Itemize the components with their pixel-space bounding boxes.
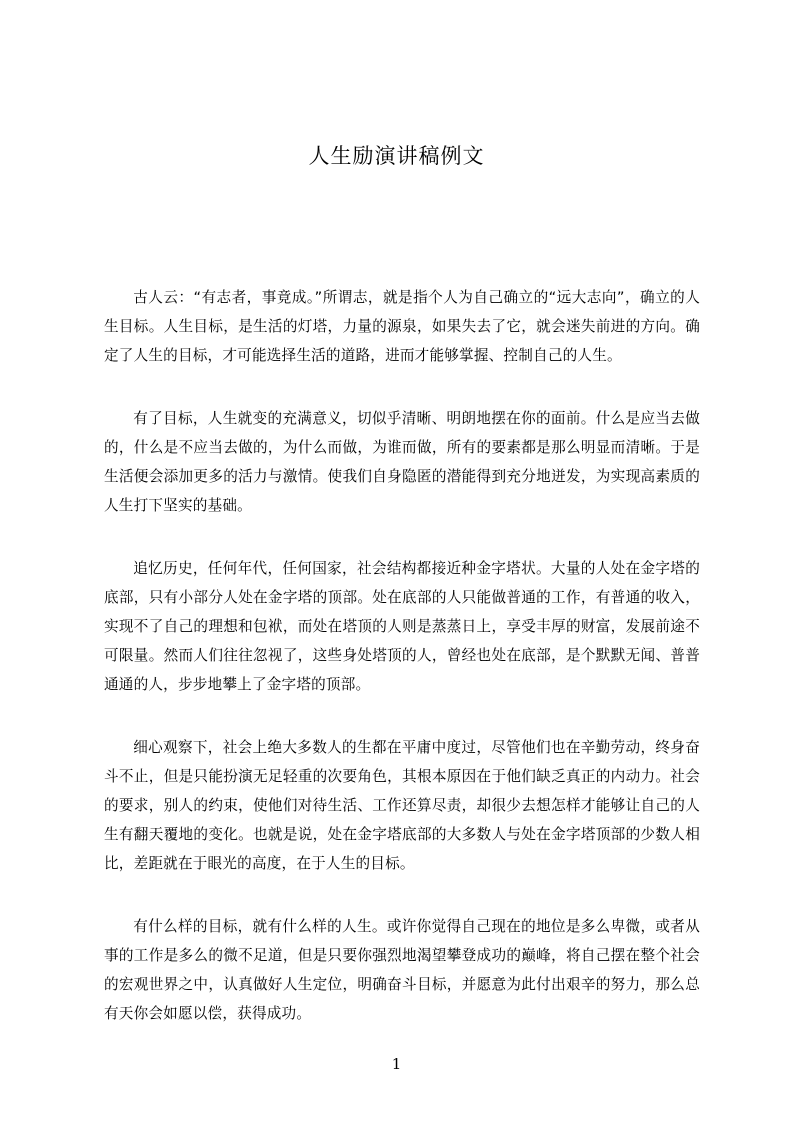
page-number: 1 [391,1055,402,1073]
document-body [104,283,700,1062]
paragraph-2: 有了目标，人生就变的充满意义，切似乎清晰、明朗地摆在你的面前。什么是应当去做的，什么是不应当去做的，为什么而做，为谁而做，所有的要素都是那么明显而清晰。于是生活便会添加更多的活力与激情。使我们自身隐匿的潜能得到充分地迸发，为实现高素质的人生打下坚实的基础。 [104,410,700,514]
paragraph-1: 古人云：“有志者，事竟成。”所谓志，就是指个人为自己确立的“远大志向”，确立的人生目标。人生目标，是生活的灯塔，力量的源泉，如果失去了它，就会迷失前进的方向。确定了人生的目标，才可能选择生活的道路，进而才能够掌握、控制自己的人生。 [104,289,700,364]
paragraph-4: 细心观察下，社会上绝大多数人的生都在平庸中度过，尽管他们也在辛勤劳动，终身奋斗不止，但是只能扮演无足轻重的次要角色，其根本原因在于他们缺乏真正的内动力。社会的要求，别人的约束，使他们对待生活、工作还算尽责，却很少去想怎样才能够让自己的人生有翻天覆地的变化。也就是说，处在金字塔底部的大多数人与处在金字塔顶部的少数人相比，差距就在于眼光的高度，在于人生的目标。 [104,739,700,872]
document-title: 人生励演讲稿例文 [308,144,485,168]
paragraph-5: 有什么样的目标，就有什么样的人生。或许你觉得自己现在的地位是多么卑微，或者从事的工作是多么的微不足道，但是只要你强烈地渴望攀登成功的巅峰，将自己摆在整个社会的宏观世界之中，认真做好人生定位，明确奋斗目标，并愿意为此付出艰辛的努力，那么总有天你会如愿以偿，获得成功。 [104,918,700,1022]
paragraph-3: 追忆历史，任何年代，任何国家，社会结构都接近种金字塔状。大量的人处在金字塔的底部，只有小部分人处在金字塔的顶部。处在底部的人只能做普通的工作，有普通的收入，实现不了自己的理想和包袱，而处在塔顶的人则是蒸蒸日上，享受丰厚的财富，发展前途不可限量。然而人们往往忽视了，这些身处塔顶的人，曾经也处在底部，是个默默无闻、普普通通的人，步步地攀上了金字塔的顶部。 [104,560,700,693]
